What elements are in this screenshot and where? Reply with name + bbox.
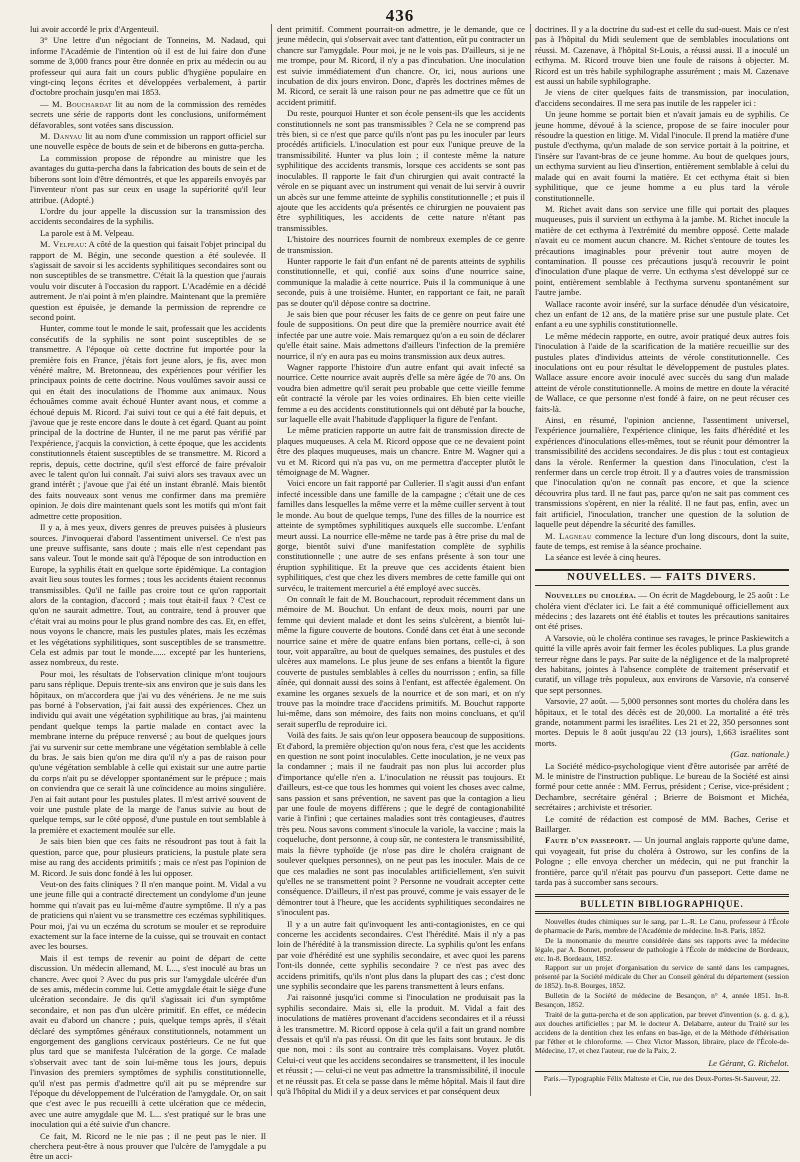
news-item-text: — On écrit de Magdebourg, le 25 août : Le choléra vient d'éclater ici. Le fait a été communiqué officiellement aux médecins ; des lazarets ont été établis et toutes les précautions sanitaires ont été prises. (535, 590, 789, 632)
paragraph: Voici encore un fait rapporté par Cullerier. Il s'agit aussi d'un enfant infecté incessible dans une famille de la campagne ; c'était une de ces familles dans lesquelles la même verre et la même cuiller servent à tout le monde. Au bout de quelque temps, l'une des filles de la nourrice est atteinte de symptômes syphilitiques auxquels elle succombe. L'enfant meurt aussi. La nourrice elle-même ne tarde pas à être prise du mal de gorge, bientôt suivi d'une manifestation complète de syphilis constitutionnelle ; une autre de ses enfans présente à son tour une éruption syphilitique. Et la preuve que ces accidents étaient bien syphilitiques, c'est que chez les divers membres de cette famille qui ont survécu, le traitement mercuriel a été employé avec succès. (277, 478, 525, 593)
column-right (535, 24, 789, 1094)
news-item (535, 835, 789, 887)
paragraph: Mais il est temps de revenir au point de départ de cette discussion. Un médecin allemand, M. L..., s'est inoculé au bras un chancre. Avec quoi ? Avec du pus pris sur l'amygdale ulcérée d'un de ses amis, médecin comme lui. Cette amygdale était le siège d'une ulcération secondaire. Je dis qu'il s'agissait ici d'un symptôme secondaire, et non pas d'un ulcère primitif. En effet, ce médecin avait eu d'abord un chancre ; puis, quelque temps après, il s'était déclaré des symptômes généraux constitutionnels, notamment un engorgement des ganglions cervicaux postérieurs. Ce ne fut que plus tard que se manifesta l'ulcération de la gorge. Ce malade s'observait avec tant de soin lui-même tous les jours, depuis l'invasion des premiers symptômes de syphilis constitutionnelle, qu'il n'est pas permis d'admettre qu'il ait pu se méprendre sur l'époque du développement de l'ulcération de l'amygdale. Or, on sait que c'est avec le pus recueilli à cette ulcération que ce médecin, avec une autre amygdale que M. L... s'est pratiqué sur le bras une inoculation qui a été suivie d'un chancre. (30, 952, 266, 1130)
page-number: 436 (385, 6, 415, 25)
column-middle (277, 24, 525, 1097)
paragraph: Un jeune homme se portait bien et n'avait jamais eu de syphilis. Ce jeune homme, dévoué à la science, propose de se faire inoculer pour résoudre la question en litige. M. Vidal l'inocule. Il prend la matière d'une pustule d'ecthyma, qu'un malade de son service portait à la poitrine, et l'insère sur l'avant-bras de ce jeune homme. Au bout de quelques jours, un ecthyma survient au lieu d'insertion, entièrement semblable à celui du malade qui en avait fourni la matière. Et cet ecthyma était si bien syphilitique, que ce jeune homme a eu plus tard la vérole constitutionnelle. (535, 109, 789, 203)
paragraph: La commission propose de répondre au ministre que les avantages du gutta-percha dans la fabrication des bouts de sein et de biberons sont loin d'être démontrés, et que les appareils envoyés par l'inventeur n'ont pas sur ceux en usage la supériorité qu'il leur attribue. (Adopté.) (30, 152, 266, 205)
paragraph: Du reste, pourquoi Hunter et son école pensent-ils que les accidents constitutionnels ne sont pas transmissibles ? Cela ne se comprend pas très bien, si ce n'est que parce qu'ils n'ont pas pu les inoculer par leurs procédés artificiels. L'inoculation est pour eux l'unique preuve de la transmissibilité. Hunter va plus loin ; il conteste même la nature syphilitique des accidents transmis, lorsque ces accidents se sont pas inoculables. Il rapporte le fait d'un chirurgien qui avait contracté la vérole en se piquant avec un instrument qui venait de lui servir à ouvrir un abcès sur une femme atteinte de syphilis constitutionnelle ; et puis il ajoute que les accidents qu'a présentés ce chirurgien ne pouvaient pas être syphilitiques, les accidents de cette nature n'étant pas transmissibles. (277, 108, 525, 233)
paragraph-text: : A côté de la question qui faisait l'objet principal du rapport de M. Bégin, une seconde question a été soulevée. Il s'agissait de savoir si les accidents syphilitiques secondaires sont ou non susceptibles de se transmettre. C'était là la question que j'aurais voulu voir discuter à l'occasion du rapport. L'Académie en a décidé autrement. Je n'ai point à m'en plaindre. Maintenant que la première question est épuisée, je demande la permission de reprendre ce second point. (30, 239, 266, 322)
paragraph (30, 239, 266, 322)
bibliography-header: BULLETIN BIBLIOGRAPHIQUE. (535, 894, 789, 914)
news-item: La Société médico-psychologique vient d'être autorisée par arrêté de M. le ministre de l'instruction publique. Le bureau de la Société est ainsi formé pour cette année : MM. Ferrus, président ; Cerise, vice-président ; Dechambre, secrétaire général ; Brierre de Boismont et Michéa, secrétaires ; archiviste et trésorier. (535, 760, 789, 813)
bibliography-entry: Nouvelles études chimiques sur le sang, par L.-R. Le Canu, professeur à l'École de pharmacie de Paris, membre de l'Académie de médecine. In-8. Paris, 1852. (535, 916, 789, 935)
paragraph: 3° Une lettre d'un négociant de Tonneins, M. Nadaud, qui informe l'Académie de l'intention où il est de lui faire don d'une somme de 3,000 francs pour être donnée en prix au médecin ou au professeur qui aura fait un cours public d'hygiène populaire en vingt-cinq leçons écrites et développées verbalement, à partir d'octobre prochain jusqu'en mai 1853. (30, 35, 266, 98)
news-item: A Varsovie, où le choléra continue ses ravages, le prince Paskiewitch a quitté la ville après avoir fait fermer les écoles publiques. La plus grande terreur règne dans le pays. Par suite de la négligence et de la malpropreté des habitans, jointes à l'absence complète de traitement préservatif et curatif, un village très populeux, aux environs de Varsovie, n'a conservé que sept personnes. (535, 632, 789, 695)
paragraph: L'histoire des nourrices fournit de nombreux exemples de ce genre de transmission. (277, 234, 525, 255)
news-section-header: NOUVELLES. — FAITS DIVERS. (535, 569, 789, 586)
paragraph: M. Richet avait dans son service une fille qui portait des plaques muqueuses, puis il survient un ecthyma à la jambe. M. Richet inocule la matière de cet ecthyma à l'extrémité du membre opposé. Cette malade n'avait eu ce moment aucun chancre. M. Richet s'entoure de toutes les précautions imaginables pour prévenir tout autre moyen de contamination. Il pousse ces précautions jusqu'à recouvrir le point d'inoculation d'une plaque de verre. Un ecthyma s'est développé sur ce point, entièrement semblable à l'ecthyma survenu spontanément sur l'autre jambe. (535, 203, 789, 298)
paragraph: Pour moi, les résultats de l'observation clinique m'ont toujours paru sans réplique. Depuis trente-six ans environ que je suis dans les hôpitaux, on m'accordera que j'ai vu des vénériens. Je ne me suis pas borné à l'observation, j'ai fait aussi des expériences. Chez un individu qui avait une végétation syphilitique au bras, j'ai maintenu pendant quelque temps la partie malade en contact avec la membrane interne du prépuce renversé ; au bout de quelques jours j'ai vu survenir sur cette membrane une végétation semblable à celle du bras. Je sais bien qu'on me dira qu'il n'y a pas de raison pour qu'une végétation semblable à celle qui existait sur une autre partie du corps n'ait pu se développer spontanément sur le prépuce ; mais on conviendra que ce serait là une coïncidence au moins singulière. J'en ai fait autant pour les pustules plates. Il m'est arrivé souvent de voir une pustule plate de la marge de l'anus suivie au bout de quelque temps, sur le côté opposé, d'une pustule en tout semblable à la première et exactement moulée sur elle. (30, 668, 266, 835)
paragraph: Veut-on des faits cliniques ? Il n'en manque point. M. Vidal a vu une jeune fille qui a contracté directement un condylome d'un jeune homme qui n'avait pas eu lui-même d'autre symptôme. Il n'y a pas de praticiens qui n'aient vu se transmettre ces eczémas syphilitiques. Pour moi, j'ai vu un eczéma du scrotum se mouler et se reproduire exactement sur la face interne de la cuisse, qui se trouvait en contact avec les bourses. (30, 878, 266, 952)
paragraph: Je viens de citer quelques faits de transmission, par inoculation, d'accidens secondaires. Il me sera pas inutile de les rappeler ici : (535, 87, 789, 108)
printer-imprint: Paris.—Typographie Félix Malteste et Cie, rue des Deux-Portes-St-Sauveur, 22. (535, 1071, 789, 1084)
paragraph (535, 531, 789, 552)
paragraph: Je sais bien bien que ces faits ne résoudront pas tout à fait la question, parce que, pour plusieurs praticiens, la pustule plate sera mise au rang des accidents primitifs ; mais ce n'est pas l'opinion de M. Ricord. Je suis donc fondé à les lui opposer. (30, 836, 266, 878)
bibliography-entry: Bulletin de la Société de médecine de Besançon, n° 4, année 1851. In-8. Besançon, 1852. (535, 991, 789, 1010)
paragraph: Voilà des faits. Je sais qu'on leur opposera beaucoup de suppositions. Et d'abord, la première objection qu'on nous fera, c'est que les accidents en question ne sont point inoculables. Cette inoculation, je ne veux pas la condamner ; mais il ne faudrait pas non plus lui accorder plus d'importance qu'elle n'en a. L'inoculation ne réussit pas toujours. Et d'ailleurs, est-ce que tous les hommes qui voient les choses avec calme, sans passion et sans prévention, ne savent pas que la contagion a lieu par une foule de moyens différens ; que le degré de contagionabilité varie à l'infini ; que certaines maladies sont très contagieuses, d'autres très peu. Nous savons comment s'inocule la variole, la vaccine ; mais la coqueluche, dont personne, à coup sûr, ne contestera le transmissibilité, mais la fièvre typhoïde (je n'ose pas dire le choléra craignant de soulever quelques personnes), on ne peut pas les inoculer. Mais de ce que ces maladies ne sont pas inoculables artificiellement, s'en suivit qu'elles ne se transmettent point ? Personne ne voudrait accepter cette conséquence. D'ailleurs, il n'est pas prouvé, comme je vais essayer de le démontrer tout à l'heure, que les accidents syphilitiques secondaires ne s'inoculent pas. (277, 730, 525, 918)
paragraph: Hunter, comme tout le monde le sait, professait que les accidents consécutifs de la syphilis ne sont point susceptibles de se transmettre. A l'époque où cette doctrine fut importée pour la première fois en France, j'étais fort jeune alors, je fis, avec mon vénéré maître, M. Bretonneau, des expériences pour vérifier les principaux points de cette doctrine. Nous voulûmes savoir aussi ce qui en était des inoculations de l'homme aux animaux. Nous échouâmes comme avait échoué Hunter avant nous, et comme a échoué depuis M. Ricord. J'ai suivi tout ce qui a été fait depuis, et j'avoue que je reste encore dans le doute à cet égard. Quant au point principal de la doctrine de Hunter, il ne me parut pas vérifié par l'expérience, j'acquis la conviction, à cette époque, que les accidents constitutionnels étaient susceptibles de se transmettre. M. Ricord a repris, depuis, cette doctrine, qu'il s'est efforcé de faire prévaloir avec le talent qu'on lui connaît. J'ai suivi alors ses travaux avec un grand intérêt ; j'avoue que j'ai été un instant ébranlé. Mais bientôt des faits nouveaux sont venus me confirmer dans ma première opinion. Je dois dire maintenant quels sont les motifs qui m'ont fait admettre cette proposition. (30, 323, 266, 521)
speaker-name: M. Velpeau (40, 239, 85, 250)
paragraph: Hunter rapporte le fait d'un enfant né de parents atteints de syphilis constitutionnelle, et qui, confié aux soins d'une nourrice saine, communique la maladie à cette nourrice. Puis il la communique à une seconde, puis à une troisième. Hunter, en rapportant ce fait, ne paraît pas se douter qu'il dépose contre sa doctrine. (277, 255, 525, 308)
paragraph-text: commence la lecture d'un long discours, dont la suite, faute de temps, est remise à la séance prochaine. (535, 530, 789, 551)
column-divider (530, 24, 531, 1096)
bibliography-entry: Traité de la gutta-percha et de son application, par brevet d'invention (s. g. d. g.), aux douches artificielles ; par M. le docteur A. Delabarre, auteur du Traité sur les accidens de la dentition chez les enfans en bas-âge, et de la Méthode d'éthérisation par l'éther et le chloroforme. — Chez Victor Masson, libraire, place de l'École-de-Médecine, 17, et chez l'auteur, rue de la Paix, 2. (535, 1009, 789, 1055)
speaker-name: M. Bouchardat (52, 98, 112, 109)
paragraph: On connaît le fait de M. Bouchacourt, reproduit récemment dans un mémoire de M. Bouchut. Un enfant de deux mois, nourri par une femme qui devient malade et dont les seins s'ulcèrent, a bientôt lui-même la figure couverte de boutons. Condé dans cet état à une seconde nourrice saine et mère de quatre enfans bien portans, celle-ci, à son tour, voit apparaître, au bout de quelques semaines, des pustules et des ulcères aux mamelons. Le plus jeune de ses enfans a bientôt la figure couverte de pustules semblables à celles du nourrisson ; enfin, sa fille aînée, qui donnait aussi des soins à l'enfant, est affectée également. On examine les organes sexuels de la nourrice et de son mari, et on n'y trouve pas la moindre trace d'accidens primitifs. M. Bouchut rapporte lui-même, dans son mémoire, des faits non moins concluans, et qu'il serait superflu de reproduire ici. (277, 593, 525, 729)
news-item-label: Nouvelles du choléra. (545, 590, 637, 601)
paragraph: Je sais bien que pour récuser les faits de ce genre on peut faire une foule de suppositions. On peut dire que la première nourrice avait été infectée par une autre voie. Mais remarquez qu'on a eu soin de déclarer qu'elle était saine. Mais admettons d'ailleurs l'infection de la première nourrice, il n'y en aura pas eu moins transmission aux deux autres. (277, 308, 525, 361)
paragraph: Ainsi, en résumé, l'opinion ancienne, l'assentiment universel, l'expérience journalière, l'expérience clinique, les faits d'hérédité et les expériences d'inoculations elles-mêmes, tout se réunit pour démontrer la transmissibilité des accidens secondaires. Je dis plus : tout est contagieux dans la vérole. Renfermer la question dans l'inoculation, c'est la renfermer dans un cercle trop étroit. Il y a d'autres voies de transmission que l'inoculation qu'on ne connaît pas encore, et que la science découvrira plus tard. Il ne faut pas, parce qu'on ne sait pas comment ces transmissions s'opèrent, en nier la réalité. Il ne faut pas, enfin, avec un fait artificiel, l'inoculation, trancher une question de la solution de laquelle peut dépendre la sécurité des familles. (535, 415, 789, 530)
paragraph: lui avoir accordé le prix d'Argenteuil. (30, 24, 159, 34)
column-left (30, 24, 266, 1162)
paragraph: Ce fait, M. Ricord ne le nie pas ; il ne peut pas le nier. Il cherchera peut-être à nous prouver que l'ulcère de l'amygdale a pu être un acci- (30, 1130, 266, 1162)
paragraph-text: lit au nom de la commission des remèdes secrets une série de rapports dont les conclusions, uniformément défavorables, sont votées sans discussion. (30, 98, 266, 130)
paragraph: Il y a un autre fait qu'invoquent les anti-contagionistes, en ce qui concerne les accidents secondaires. C'est l'hérédité. Mais il n'y a pas loin de l'hérédité à la transmission directe. La syphilis qu'ont les enfans par voie d'hérédité est une syphilis secondaire, et avec quoi les parens l'ont-ils donnée, cette syphilis secondaire ? ce n'est pas avec des accidens primitifs, qu'ils n'ont plus dans la plupart des cas ; c'est donc une syphilis secondaire que les parens transmettent à leurs enfans. (277, 918, 525, 991)
news-item: Varsovie, 27 août. — 5,000 personnes sont mortes du choléra dans les hôpitaux, et le total des décès est de 20,000. La mortalité a été très grande, notamment parmi les israélites. Les 21 et 22, 350 personnes sont mortes. Depuis le 8 août jusqu'au 22 (13 jours), 1,663 israélites sont morts. (535, 696, 789, 748)
paragraph-text: lit au nom d'une commission un rapport officiel sur une nouvelle espèce de bouts de sein et de biberons en gutta-percha. (30, 131, 266, 152)
bibliography-entry: De la monomanie du meurtre considérée dans ses rapports avec la médecine légale, par A. Bonnet, professeur de pathologie à l'École de médecine de Bordeaux, etc. In-8. Bordeaux, 1852. (535, 935, 789, 963)
bibliography-entry: Rapport sur un projet d'organisation du service de santé dans les campagnes, présenté par la Société médicale du Cher au Conseil général du département (session de 1852). In-8. Bourges, 1852. (535, 963, 789, 991)
paragraph (30, 131, 266, 152)
paragraph: Wagner rapporte l'histoire d'un autre enfant qui avait infecté sa nourrice. Cette nourrice avait auprès d'elle sa mère âgée de 70 ans. On voudra bien admettre qu'il serait peu probable que cette vieille femme eût contracté la vérole par les voies ordinaires. Eh bien cette vieille femme a eu des accidents constitutionnels qui ont débuté par la bouche, sur laquelle elle avait l'habitude d'appliquer la figure de l'enfant. (277, 362, 525, 425)
paragraph: La séance est levée à cinq heures. (545, 552, 661, 563)
paragraph: J'ai raisonné jusqu'ici comme si l'inoculation ne produisait pas la syphilis secondaire. Mais si, elle la produit. M. Vidal a fait des inoculations de matières provenant d'accidens secondaires et il a réussi à les transmettre. M. Ricord oppose à cela qu'il a fait un grand nombre d'essais et qu'il n'a pas réussi. On dit que les faits sont brutaux. Je dis que non, moi : ils sont au contraire très complaisans. Voyez plutôt. Celui-ci veut que les accidens secondaires se transmettent, il les inocule et réussit ; — celui-ci ne veut pas admettre la transmissibilité, il inocule et ne réussit pas. Et cela se passe dans le même hôpital. Mais il faut dire qu'à l'hôpital du Midi il y a deux services et par conséquent deux (277, 992, 525, 1097)
paragraph: — M. Bouchardat lit au nom de la commission des remèdes secrets une série de rapports dont les conclusions, uniformément défavorables, sont votées sans discussion. (30, 98, 266, 130)
news-item (535, 590, 789, 632)
column-divider (271, 24, 272, 1096)
paragraph: L'ordre du jour appelle la discussion sur la transmission des accidents secondaires de la syphilis. (30, 205, 266, 227)
publisher-signature: Le Gérant, G. Richelot. (708, 1057, 789, 1068)
paragraph: Wallace raconte avoir inséré, sur la surface dénudée d'un vésicatoire, chez un enfant de 12 ans, de la matière prise sur une pustule plate. Cet enfant a eu une syphilis constitutionnelle. (535, 298, 789, 330)
speaker-name: M. Danyau (40, 131, 83, 142)
paragraph: Le même médecin rapporte, en outre, avoir pratiqué deux autres fois l'inoculation à l'aide de la scarification de la matière recueillie sur des pustules plates d'individus atteints de vérole constitutionnelle. Ces inoculations ont eu pour résultat le développement de pustules plates. Wallace assure encore avoir inoculé avec succès du sang d'un malade atteint de vérole constitutionnelle. A moins de mettre en doute la véracité de Wallace, ce que personne n'est fondé à faire, on ne peut récuser ces faits-là. (535, 330, 789, 414)
news-item-label: Faute d'un passeport. (545, 835, 631, 846)
paragraph: La parole est à M. Velpeau. (40, 227, 135, 238)
news-item: Le comité de rédaction est composé de MM. Baches, Cerise et Baillarger. (535, 813, 789, 835)
news-item-text: — Un journal anglais rapporte qu'une dame, qui voyageait, fut prise du choléra à Ostrowo, sur les confins de la Pologne ; elle envoya chercher un médecin, qui ne put franchir la frontière, parce qu'il n'était pas pourvu d'un passeport. Cette dame ne tarda pas à succomber sans secours. (535, 835, 789, 888)
paragraph: dent primitif. Comment pourrait-on admettre, je le demande, que ce jeune médecin, qui s'observait avec tant d'attention, eût pu contracter un chancre sur l'amygdale. Pour moi, je ne le vois pas. D'ailleurs, si je ne me trompe, pour M. Ricord, il n'y a pas d'incubation. Une inoculation est suivie immédiatement d'un chancre. Or, ici, nous aurions une incubation de dix jours environ. Donc, d'après les doctrines mêmes de M. Ricord, ce serait là une raison pour ne pas admettre que ce fût un accident primitif. (277, 24, 525, 107)
news-source: (Gaz. nationale.) (730, 749, 789, 760)
paragraph: Le même praticien rapporte un autre fait de transmission directe de plaques muqueuses. A cela M. Ricord oppose que ce ne devaient point être des plaques muqueuses, mais un chancre. Entre M. Wagner qui a vu et M. Ricord qui n'a pas vu, on me permettra d'accepter plutôt le témoignage de M. Wagner. (277, 425, 525, 478)
paragraph: doctrines. Il y a la doctrine du sud-est et celle du sud-ouest. Mais ce n'est pas à l'hôpital du Midi seulement que de semblables inoculations ont réussi. M. Cazenave, à l'hôpital St-Louis, a réussi aussi. Il a inoculé un ecthyma. M. Ricord trouve bien une foule de raisons à objecter. M. Ricord est un très habile syphilographe assurément ; mais M. Cazenave est aussi un habile syphilographe. (535, 24, 789, 87)
speaker-name: M. Lagneau (545, 530, 592, 541)
paragraph: Il y a, à mes yeux, divers genres de preuves puisées à plusieurs sources. J'invoquerai d'abord l'assentiment universel. Ce n'est pas une preuve suffisante, sans doute ; mais elle n'est cependant pas sans valeur. Tout le monde sait qu'à l'époque de son introduction en Europe, la syphilis était en quelque sorte épidémique. La contagion avait lieu sous toutes les formes ; tous les accidents étaient reconnus transmissibles. Qu'il ne faille pas croire tout ce qu'on rapportait alors de la contagion, d'accord ; mais tout était-il faux ? C'est ce qu'on ne saurait admettre. Tout, au contraire, tend à prouver que c'était vrai au moins pour le plus grand nombre des cas. Et, en effet, nous voyons le chancre, mais les pustules plates, mais les eczémas et les végétations syphilitiques, sont susceptibles de se transmettre. Cela est admis par tout le monde...... excepté par les hunteriens, assez nombreux, du reste. (30, 522, 266, 668)
